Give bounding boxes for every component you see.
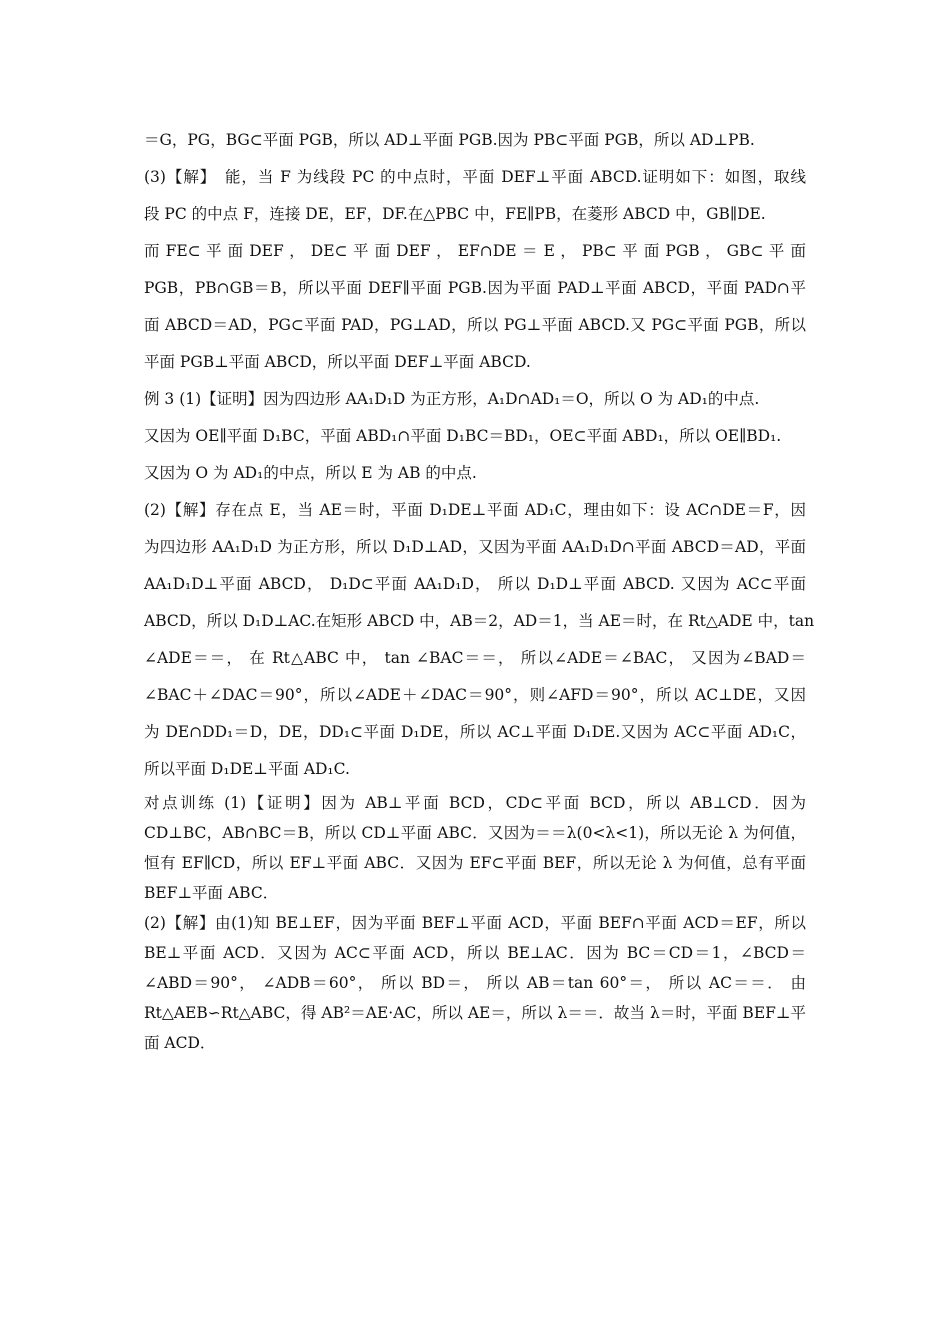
- text-line: 平面 PGB⊥平面 ABCD，所以平面 DEF⊥平面 ABCD.: [144, 353, 531, 371]
- text-line: CD⊥BC，AB∩BC＝B，所以 CD⊥平面 ABC．又因为＝＝λ(0<λ<1)，所以无论 λ 为何值，: [144, 824, 806, 842]
- text-line: (2)【解】由(1)知 BE⊥EF，因为平面 BEF⊥平面 ACD，平面 BEF∩平面 ACD＝EF，所以: [144, 914, 806, 932]
- text-line: ＝G，PG，BG⊂平面 PGB，所以 AD⊥平面 PGB.因为 PB⊂平面 PGB，所以 AD⊥PB.: [144, 131, 755, 149]
- text-line: 又因为 O 为 AD₁的中点，所以 E 为 AB 的中点.: [144, 464, 477, 482]
- text-line: (3)【解】 能，当 F 为线段 PC 的中点时，平面 DEF⊥平面 ABCD.证明如下：如图，取线: [144, 168, 806, 186]
- solution-block-practice: [144, 788, 806, 1058]
- text-line: AA₁D₁D⊥平面 ABCD， D₁D⊂平面 AA₁D₁D， 所以 D₁D⊥平面 ABCD. 又因为 AC⊂平面: [144, 575, 806, 593]
- text-line: 面 ACD．: [144, 1034, 216, 1052]
- text-line: 段 PC 的中点 F，连接 DE，EF，DF.在△PBC 中，FE∥PB，在菱形 ABCD 中，GB∥DE.: [144, 205, 766, 223]
- text-line: Rt△AEB∽Rt△ABC，得 AB²＝AE·AC，所以 AE＝，所以 λ＝＝．故当 λ＝时，平面 BEF⊥平: [144, 1004, 806, 1022]
- text-line: ∠ABD＝90°， ∠ADB＝60°， 所以 BD＝， 所以 AB＝tan 60°＝， 所以 AC＝＝． 由: [144, 974, 806, 992]
- text-line: 为 DE∩DD₁＝D，DE，DD₁⊂平面 D₁DE，所以 AC⊥平面 D₁DE.又因为 AC⊂平面 AD₁C，: [144, 723, 806, 741]
- text-line: 对点训练 (1)【证明】因为 AB⊥平面 BCD，CD⊂平面 BCD，所以 AB⊥CD．因为: [144, 794, 806, 812]
- text-line: 为四边形 AA₁D₁D 为正方形，所以 D₁D⊥AD，又因为平面 AA₁D₁D∩平面 ABCD＝AD，平面: [144, 538, 806, 556]
- document-body: [144, 122, 815, 1058]
- text-line: ABCD，所以 D₁D⊥AC.在矩形 ABCD 中，AB＝2，AD＝1，当 AE＝时，在 Rt△ADE 中，tan: [144, 612, 815, 630]
- text-line: 所以平面 D₁DE⊥平面 AD₁C.: [144, 760, 350, 778]
- text-line: (2)【解】存在点 E，当 AE＝时，平面 D₁DE⊥平面 AD₁C，理由如下：设 AC∩DE＝F，因: [144, 501, 806, 519]
- text-line: PGB，PB∩GB＝B，所以平面 DEF∥平面 PGB.因为平面 PAD⊥平面 ABCD，平面 PAD∩平: [144, 279, 806, 297]
- solution-block-example2: [144, 122, 806, 381]
- text-line: 恒有 EF∥CD，所以 EF⊥平面 ABC．又因为 EF⊂平面 BEF，所以无论 λ 为何值，总有平面: [144, 854, 806, 872]
- text-line: 面 ABCD＝AD，PG⊂平面 PAD，PG⊥AD，所以 PG⊥平面 ABCD.又 PG⊂平面 PGB，所以: [144, 316, 806, 334]
- text-line: 而 FE⊂ 平 面 DEF ， DE⊂ 平 面 DEF ， EF∩DE ＝ E ， PB⊂ 平 面 PGB ， GB⊂ 平 面: [144, 242, 806, 260]
- text-line: ∠ADE＝＝， 在 Rt△ABC 中， tan ∠BAC＝＝， 所以∠ADE＝∠BAC， 又因为∠BAD＝: [144, 649, 806, 667]
- solution-block-example3: [144, 381, 815, 788]
- text-line: ∠BAC＋∠DAC＝90°，所以∠ADE＋∠DAC＝90°，则∠AFD＝90°，所以 AC⊥DE，又因: [144, 686, 806, 704]
- text-line: 又因为 OE∥平面 D₁BC，平面 ABD₁∩平面 D₁BC＝BD₁，OE⊂平面 ABD₁，所以 OE∥BD₁.: [144, 427, 782, 445]
- text-line: BE⊥平面 ACD．又因为 AC⊂平面 ACD，所以 BE⊥AC．因为 BC＝CD＝1，∠BCD＝: [144, 944, 806, 962]
- text-line: BEF⊥平面 ABC．: [144, 884, 279, 902]
- text-line: 例 3 (1)【证明】因为四边形 AA₁D₁D 为正方形，A₁D∩AD₁＝O，所以 O 为 AD₁的中点.: [144, 390, 760, 408]
